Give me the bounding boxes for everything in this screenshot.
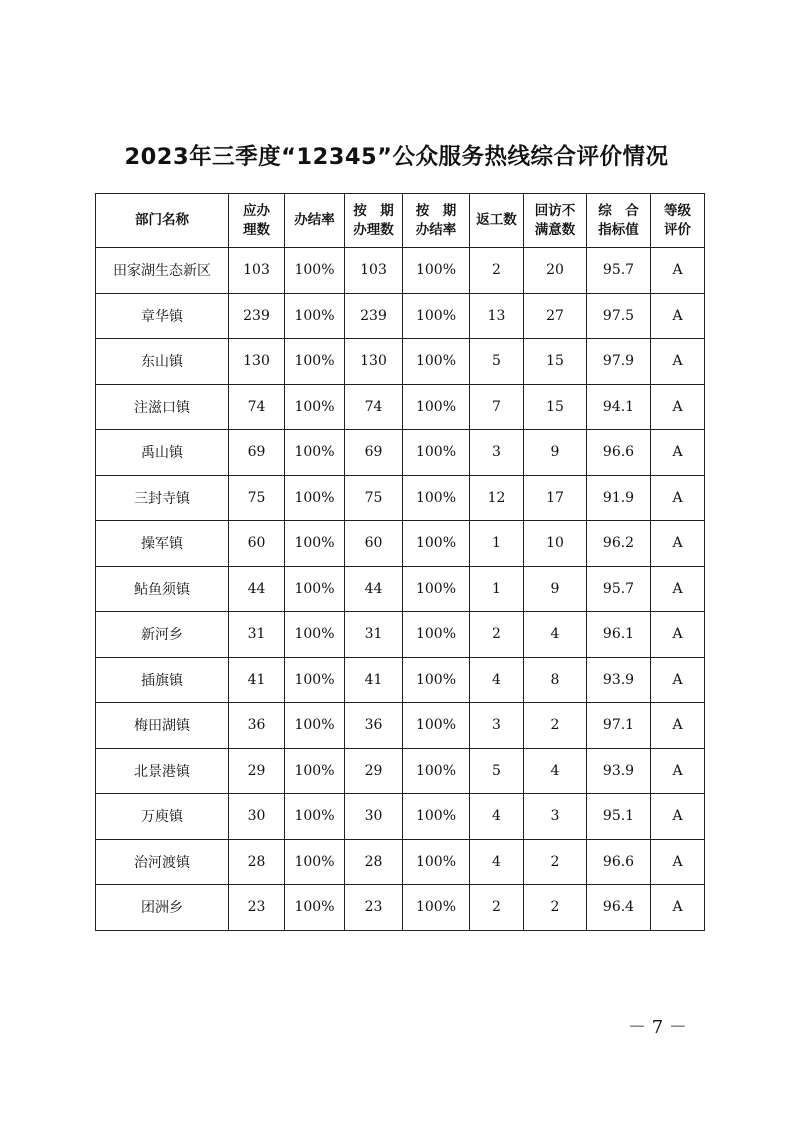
table-row (96, 339, 705, 385)
table-cell: A (651, 566, 705, 612)
column-header (403, 194, 470, 248)
table-cell: 69 (345, 430, 403, 476)
table-cell: 28 (345, 839, 403, 885)
table-cell: 23 (229, 885, 285, 931)
table-cell: 4 (524, 612, 587, 658)
table-cell: 239 (229, 293, 285, 339)
column-header (96, 194, 229, 248)
table-cell: 29 (345, 748, 403, 794)
table-cell: 23 (345, 885, 403, 931)
table-cell: 100% (285, 794, 345, 840)
table-cell: 239 (345, 293, 403, 339)
column-header-line: 应办 (243, 202, 270, 219)
table-cell: 100% (403, 248, 470, 294)
table-cell: 41 (229, 657, 285, 703)
column-header (651, 194, 705, 248)
table-cell: 28 (229, 839, 285, 885)
table-cell: 103 (229, 248, 285, 294)
table-row (96, 475, 705, 521)
table-cell: 13 (470, 293, 524, 339)
column-header-line: 办结率 (415, 221, 457, 238)
table-row (96, 794, 705, 840)
column-header-line: 按 期 (353, 202, 394, 219)
table-cell: 100% (285, 748, 345, 794)
table-cell: 97.9 (587, 339, 651, 385)
department-name-cell: 万庾镇 (96, 794, 229, 840)
table-cell: 94.1 (587, 384, 651, 430)
table-cell: 44 (345, 566, 403, 612)
column-header (345, 194, 403, 248)
table-row (96, 430, 705, 476)
table-cell: 74 (229, 384, 285, 430)
table-cell: 2 (470, 885, 524, 931)
column-header-line: 评价 (664, 221, 691, 238)
column-header (229, 194, 285, 248)
column-header-line: 等级 (664, 202, 691, 219)
department-name-cell: 东山镇 (96, 339, 229, 385)
table-cell: 4 (524, 748, 587, 794)
table-cell: 10 (524, 521, 587, 567)
table-cell: 100% (285, 521, 345, 567)
column-header (285, 194, 345, 248)
table-cell: 96.6 (587, 430, 651, 476)
table-cell: 75 (345, 475, 403, 521)
table-cell: 100% (403, 885, 470, 931)
table-cell: 96.1 (587, 612, 651, 658)
table-cell: 91.9 (587, 475, 651, 521)
table-cell: 97.5 (587, 293, 651, 339)
department-name-cell: 梅田湖镇 (96, 703, 229, 749)
table-cell: 2 (470, 248, 524, 294)
table-body (96, 248, 705, 931)
table-cell: 100% (403, 521, 470, 567)
table-cell: 100% (285, 293, 345, 339)
document-title: 2023年三季度“12345”公众服务热线综合评价情况 (124, 144, 669, 170)
table-cell: 60 (229, 521, 285, 567)
table-cell: 100% (285, 384, 345, 430)
column-header-line: 回访不 (534, 202, 576, 219)
table-cell: 95.7 (587, 566, 651, 612)
table-cell: A (651, 430, 705, 476)
table-cell: 100% (403, 839, 470, 885)
column-header-line: 综 合 (598, 202, 639, 219)
department-name-cell: 鲇鱼须镇 (96, 566, 229, 612)
table-cell: 100% (403, 475, 470, 521)
table-cell: A (651, 612, 705, 658)
table-cell: 17 (524, 475, 587, 521)
table-row (96, 293, 705, 339)
table-cell: 30 (345, 794, 403, 840)
table-cell: 4 (470, 794, 524, 840)
table-cell: 100% (285, 657, 345, 703)
table-cell: 2 (524, 703, 587, 749)
table-cell: 93.9 (587, 748, 651, 794)
table-cell: 12 (470, 475, 524, 521)
table-cell: 8 (524, 657, 587, 703)
table-cell: 29 (229, 748, 285, 794)
table-cell: A (651, 839, 705, 885)
table-row (96, 612, 705, 658)
table-cell: 130 (345, 339, 403, 385)
table-cell: 96.6 (587, 839, 651, 885)
table-cell: 4 (470, 839, 524, 885)
table-cell: 103 (345, 248, 403, 294)
table-cell: 75 (229, 475, 285, 521)
department-name-cell: 禹山镇 (96, 430, 229, 476)
column-header-line: 办理数 (353, 221, 394, 238)
table-cell: 100% (403, 612, 470, 658)
table-cell: 95.1 (587, 794, 651, 840)
department-name-cell: 章华镇 (96, 293, 229, 339)
table-cell: 100% (403, 794, 470, 840)
table-cell: 36 (229, 703, 285, 749)
department-name-cell: 北景港镇 (96, 748, 229, 794)
column-header-line: 理数 (243, 221, 270, 238)
table-cell: 100% (285, 248, 345, 294)
table-cell: 2 (524, 885, 587, 931)
table-cell: 4 (470, 657, 524, 703)
table-cell: 100% (403, 293, 470, 339)
table-cell: 1 (470, 521, 524, 567)
table-cell: 15 (524, 339, 587, 385)
department-name-cell: 田家湖生态新区 (96, 248, 229, 294)
table-cell: 3 (470, 430, 524, 476)
table-row (96, 703, 705, 749)
table-cell: 1 (470, 566, 524, 612)
department-name-cell: 三封寺镇 (96, 475, 229, 521)
table-cell: 2 (524, 839, 587, 885)
column-header-line: 部门名称 (135, 212, 189, 228)
table-cell: 100% (403, 384, 470, 430)
table-cell: A (651, 475, 705, 521)
table-cell: A (651, 521, 705, 567)
table-cell: 7 (470, 384, 524, 430)
table-cell: 100% (285, 885, 345, 931)
table-row (96, 248, 705, 294)
table-cell: A (651, 657, 705, 703)
table-cell: 100% (403, 657, 470, 703)
table-cell: 74 (345, 384, 403, 430)
table-cell: A (651, 248, 705, 294)
table-cell: 100% (285, 566, 345, 612)
evaluation-table (95, 193, 705, 931)
department-name-cell: 注滋口镇 (96, 384, 229, 430)
table-cell: 100% (285, 430, 345, 476)
table-cell: 44 (229, 566, 285, 612)
table-cell: A (651, 703, 705, 749)
table-row (96, 748, 705, 794)
column-header-line: 满意数 (534, 221, 576, 238)
table-cell: 31 (345, 612, 403, 658)
table-row (96, 657, 705, 703)
table-cell: 9 (524, 430, 587, 476)
table-cell: 96.2 (587, 521, 651, 567)
table-cell: 60 (345, 521, 403, 567)
table-cell: 69 (229, 430, 285, 476)
table-cell: 36 (345, 703, 403, 749)
column-header (587, 194, 651, 248)
table-cell: 97.1 (587, 703, 651, 749)
table-cell: 31 (229, 612, 285, 658)
column-header-line: 办结率 (294, 212, 335, 228)
table-cell: 5 (470, 748, 524, 794)
table-cell: 100% (285, 475, 345, 521)
column-header-line: 指标值 (598, 221, 639, 238)
table-cell: 27 (524, 293, 587, 339)
column-header-line: 按 期 (415, 202, 457, 219)
table-cell: 2 (470, 612, 524, 658)
table-cell: 20 (524, 248, 587, 294)
department-name-cell: 插旗镇 (96, 657, 229, 703)
table-cell: 30 (229, 794, 285, 840)
table-cell: 130 (229, 339, 285, 385)
table-header-row (96, 194, 705, 248)
department-name-cell: 团洲乡 (96, 885, 229, 931)
table-cell: 3 (524, 794, 587, 840)
column-header (470, 194, 524, 248)
table-cell: 41 (345, 657, 403, 703)
table-cell: 15 (524, 384, 587, 430)
table-cell: 100% (403, 339, 470, 385)
department-name-cell: 新河乡 (96, 612, 229, 658)
table-cell: 93.9 (587, 657, 651, 703)
table-cell: 5 (470, 339, 524, 385)
table-cell: 100% (403, 430, 470, 476)
table-cell: 100% (285, 612, 345, 658)
table-cell: 100% (403, 748, 470, 794)
table-row (96, 566, 705, 612)
table-cell: 100% (403, 703, 470, 749)
table-cell: 100% (285, 703, 345, 749)
table-cell: A (651, 748, 705, 794)
table-row (96, 885, 705, 931)
table-cell: 100% (403, 566, 470, 612)
table-cell: A (651, 794, 705, 840)
table-cell: 100% (285, 339, 345, 385)
table-row (96, 384, 705, 430)
page-number: － 7 － (628, 1017, 687, 1038)
table-cell: 3 (470, 703, 524, 749)
table-cell: A (651, 339, 705, 385)
table-row (96, 521, 705, 567)
table-cell: 9 (524, 566, 587, 612)
table-cell: A (651, 384, 705, 430)
column-header (524, 194, 587, 248)
table-cell: 100% (285, 839, 345, 885)
department-name-cell: 治河渡镇 (96, 839, 229, 885)
table-cell: A (651, 293, 705, 339)
table-cell: 95.7 (587, 248, 651, 294)
department-name-cell: 操军镇 (96, 521, 229, 567)
column-header-line: 返工数 (476, 212, 517, 228)
table-cell: 96.4 (587, 885, 651, 931)
table-cell: A (651, 885, 705, 931)
table-row (96, 839, 705, 885)
